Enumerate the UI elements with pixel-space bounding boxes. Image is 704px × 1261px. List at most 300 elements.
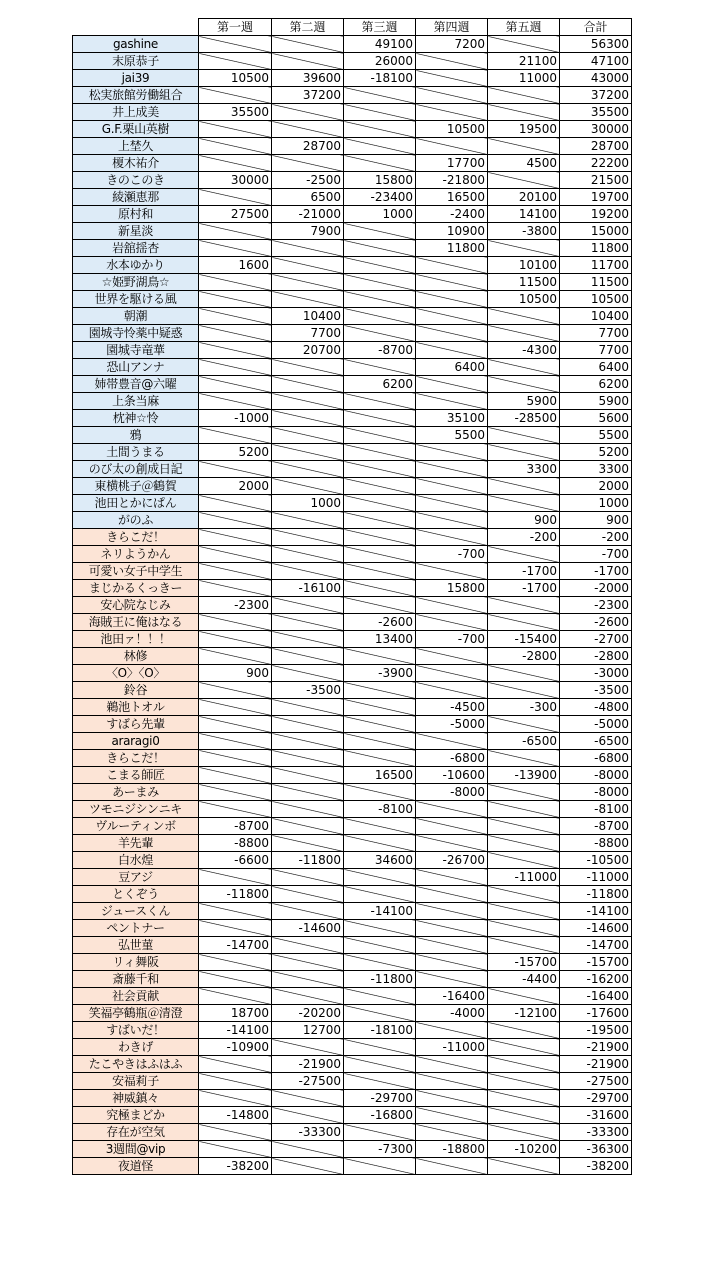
week-4-score-cell bbox=[416, 529, 488, 546]
week-1-score-cell bbox=[199, 903, 272, 920]
player-name-cell: 枕神☆怜 bbox=[73, 410, 199, 427]
week-5-score-cell: 900 bbox=[488, 512, 560, 529]
week-5-score-cell: -11000 bbox=[488, 869, 560, 886]
week-2-score-cell bbox=[272, 767, 344, 784]
total-score-cell: 6400 bbox=[560, 359, 632, 376]
total-score-cell: -700 bbox=[560, 546, 632, 563]
week-1-score-cell bbox=[199, 155, 272, 172]
week-5-score-cell bbox=[488, 886, 560, 903]
week-4-score-cell bbox=[416, 53, 488, 70]
week-2-score-cell bbox=[272, 954, 344, 971]
table-row bbox=[73, 121, 632, 138]
player-name-cell: すばら先輩 bbox=[73, 716, 199, 733]
week-4-score-cell: -26700 bbox=[416, 852, 488, 869]
week-1-score-cell bbox=[199, 308, 272, 325]
week-3-score-cell bbox=[344, 240, 416, 257]
table-row bbox=[73, 36, 632, 53]
week-3-score-cell bbox=[344, 274, 416, 291]
player-name-cell: 神威鎮々 bbox=[73, 1090, 199, 1107]
table-row bbox=[73, 665, 632, 682]
week-2-score-cell: 1000 bbox=[272, 495, 344, 512]
week-3-score-cell: 13400 bbox=[344, 631, 416, 648]
player-name-cell: jai39 bbox=[73, 70, 199, 87]
player-name-cell: ☆姫野湖鳥☆ bbox=[73, 274, 199, 291]
week-1-score-cell bbox=[199, 529, 272, 546]
week-3-score-cell bbox=[344, 1073, 416, 1090]
week-1-score-cell bbox=[199, 988, 272, 1005]
table-row bbox=[73, 291, 632, 308]
table-row bbox=[73, 512, 632, 529]
week-2-score-cell bbox=[272, 376, 344, 393]
week-5-score-cell: 19500 bbox=[488, 121, 560, 138]
week-2-score-cell bbox=[272, 563, 344, 580]
week-2-score-cell bbox=[272, 801, 344, 818]
week-2-score-cell bbox=[272, 155, 344, 172]
table-row bbox=[73, 70, 632, 87]
week-2-score-cell: -11800 bbox=[272, 852, 344, 869]
week-4-score-cell: 7200 bbox=[416, 36, 488, 53]
week-5-score-cell: -15700 bbox=[488, 954, 560, 971]
total-score-cell: 6200 bbox=[560, 376, 632, 393]
total-score-cell: -16200 bbox=[560, 971, 632, 988]
week-2-score-cell: -21000 bbox=[272, 206, 344, 223]
table-row bbox=[73, 325, 632, 342]
week-2-score-cell bbox=[272, 121, 344, 138]
week-3-score-cell: -2600 bbox=[344, 614, 416, 631]
week-4-score-cell: -8000 bbox=[416, 784, 488, 801]
week-5-score-cell bbox=[488, 1022, 560, 1039]
player-name-cell: 安心院なじみ bbox=[73, 597, 199, 614]
table-row bbox=[73, 784, 632, 801]
total-score-cell: -38200 bbox=[560, 1158, 632, 1175]
ranking-table bbox=[72, 18, 632, 1175]
week-3-score-cell bbox=[344, 121, 416, 138]
week-3-score-cell bbox=[344, 886, 416, 903]
player-name-cell: 3週間@vip bbox=[73, 1141, 199, 1158]
week-4-score-cell: -18800 bbox=[416, 1141, 488, 1158]
total-score-cell: 10500 bbox=[560, 291, 632, 308]
week-3-score-cell bbox=[344, 427, 416, 444]
week-1-score-cell bbox=[199, 223, 272, 240]
week-1-score-cell: 2000 bbox=[199, 478, 272, 495]
week-2-score-cell: 37200 bbox=[272, 87, 344, 104]
week-3-score-cell: -18100 bbox=[344, 70, 416, 87]
table-row bbox=[73, 478, 632, 495]
week-4-score-cell: 10900 bbox=[416, 223, 488, 240]
total-score-cell: -4800 bbox=[560, 699, 632, 716]
week-5-score-cell bbox=[488, 376, 560, 393]
week-2-score-cell bbox=[272, 393, 344, 410]
week-2-score-cell: -14600 bbox=[272, 920, 344, 937]
total-score-cell: 5600 bbox=[560, 410, 632, 427]
week-5-score-cell: 5900 bbox=[488, 393, 560, 410]
week-4-score-cell: 11800 bbox=[416, 240, 488, 257]
week-2-score-cell: 39600 bbox=[272, 70, 344, 87]
player-name-cell: 姉帯豊音@六曜 bbox=[73, 376, 199, 393]
week-1-score-cell bbox=[199, 1124, 272, 1141]
week-1-score-cell: -1000 bbox=[199, 410, 272, 427]
total-score-cell: 5500 bbox=[560, 427, 632, 444]
player-name-cell: araragi0 bbox=[73, 733, 199, 750]
week-3-score-cell bbox=[344, 682, 416, 699]
week-2-score-cell bbox=[272, 988, 344, 1005]
week-1-score-cell bbox=[199, 733, 272, 750]
total-score-cell: -2600 bbox=[560, 614, 632, 631]
week-2-score-cell bbox=[272, 1107, 344, 1124]
week-1-score-cell: -8700 bbox=[199, 818, 272, 835]
week-1-score-cell bbox=[199, 376, 272, 393]
week-2-score-cell bbox=[272, 291, 344, 308]
week-2-score-cell bbox=[272, 36, 344, 53]
week-2-score-cell bbox=[272, 274, 344, 291]
table-row bbox=[73, 546, 632, 563]
week-1-score-cell bbox=[199, 512, 272, 529]
week-1-score-cell bbox=[199, 461, 272, 478]
week-1-score-cell bbox=[199, 138, 272, 155]
week-1-score-cell: -2300 bbox=[199, 597, 272, 614]
week-5-score-cell bbox=[488, 903, 560, 920]
table-row bbox=[73, 138, 632, 155]
total-score-cell: 15000 bbox=[560, 223, 632, 240]
table-row bbox=[73, 971, 632, 988]
total-score-cell: 11800 bbox=[560, 240, 632, 257]
player-name-cell: 新星淡 bbox=[73, 223, 199, 240]
week-3-score-cell bbox=[344, 784, 416, 801]
week-4-score-cell bbox=[416, 903, 488, 920]
total-score-cell: -3500 bbox=[560, 682, 632, 699]
table-row bbox=[73, 1039, 632, 1056]
week-2-score-cell bbox=[272, 257, 344, 274]
table-row bbox=[73, 1056, 632, 1073]
player-name-cell: たこやきはふはふ bbox=[73, 1056, 199, 1073]
week-4-score-cell bbox=[416, 954, 488, 971]
week-2-score-cell bbox=[272, 427, 344, 444]
total-score-cell: -29700 bbox=[560, 1090, 632, 1107]
week-4-score-cell bbox=[416, 512, 488, 529]
player-name-cell: きらこだ！ bbox=[73, 750, 199, 767]
total-score-cell: 47100 bbox=[560, 53, 632, 70]
week-5-score-cell bbox=[488, 138, 560, 155]
total-score-cell: 900 bbox=[560, 512, 632, 529]
week-5-score-cell bbox=[488, 444, 560, 461]
player-name-cell: 園城寺怜薬中疑惑 bbox=[73, 325, 199, 342]
week-5-score-cell: -4400 bbox=[488, 971, 560, 988]
week-1-score-cell bbox=[199, 291, 272, 308]
total-score-cell: -3000 bbox=[560, 665, 632, 682]
week-5-score-cell bbox=[488, 750, 560, 767]
week-2-score-cell bbox=[272, 869, 344, 886]
week-5-score-cell: -2800 bbox=[488, 648, 560, 665]
week-3-score-cell bbox=[344, 410, 416, 427]
total-score-cell: 5900 bbox=[560, 393, 632, 410]
week-4-score-cell: 6400 bbox=[416, 359, 488, 376]
week-3-score-cell bbox=[344, 563, 416, 580]
week-4-score-cell: -16400 bbox=[416, 988, 488, 1005]
table-row bbox=[73, 1073, 632, 1090]
week-4-score-cell bbox=[416, 274, 488, 291]
week-1-score-cell: 30000 bbox=[199, 172, 272, 189]
player-name-cell: 羊先輩 bbox=[73, 835, 199, 852]
week-1-score-cell bbox=[199, 36, 272, 53]
week-2-score-cell: -21900 bbox=[272, 1056, 344, 1073]
week-1-score-cell bbox=[199, 121, 272, 138]
week-4-score-cell bbox=[416, 1090, 488, 1107]
week-4-score-cell: 5500 bbox=[416, 427, 488, 444]
week-1-score-cell bbox=[199, 274, 272, 291]
week-3-score-cell bbox=[344, 733, 416, 750]
player-name-cell: わきげ bbox=[73, 1039, 199, 1056]
total-score-cell: 43000 bbox=[560, 70, 632, 87]
week-2-score-cell: -33300 bbox=[272, 1124, 344, 1141]
week-5-score-cell bbox=[488, 1039, 560, 1056]
player-name-cell: 土間うまる bbox=[73, 444, 199, 461]
player-name-cell: 究極まどか bbox=[73, 1107, 199, 1124]
week-4-score-cell bbox=[416, 87, 488, 104]
table-row bbox=[73, 342, 632, 359]
week-3-score-cell bbox=[344, 87, 416, 104]
total-score-cell: -2300 bbox=[560, 597, 632, 614]
week-1-score-cell: -11800 bbox=[199, 886, 272, 903]
player-name-cell: ペントナー bbox=[73, 920, 199, 937]
total-score-cell: -11000 bbox=[560, 869, 632, 886]
week-2-score-cell bbox=[272, 903, 344, 920]
table-row bbox=[73, 410, 632, 427]
week-2-score-cell bbox=[272, 1090, 344, 1107]
week-3-score-cell bbox=[344, 291, 416, 308]
week-1-score-cell bbox=[199, 682, 272, 699]
table-row bbox=[73, 529, 632, 546]
table-row bbox=[73, 801, 632, 818]
total-score-cell: 7700 bbox=[560, 325, 632, 342]
week-2-score-cell bbox=[272, 410, 344, 427]
total-score-cell: 28700 bbox=[560, 138, 632, 155]
header-week-5: 第五週 bbox=[488, 19, 560, 36]
week-3-score-cell bbox=[344, 478, 416, 495]
week-2-score-cell bbox=[272, 444, 344, 461]
week-3-score-cell bbox=[344, 1005, 416, 1022]
week-3-score-cell bbox=[344, 937, 416, 954]
total-score-cell: -27500 bbox=[560, 1073, 632, 1090]
week-4-score-cell bbox=[416, 308, 488, 325]
player-name-cell: 海賊王に俺はなる bbox=[73, 614, 199, 631]
week-1-score-cell bbox=[199, 1056, 272, 1073]
week-3-score-cell bbox=[344, 257, 416, 274]
table-row bbox=[73, 189, 632, 206]
player-name-cell: 社会貢献 bbox=[73, 988, 199, 1005]
table-row bbox=[73, 733, 632, 750]
week-4-score-cell bbox=[416, 393, 488, 410]
table-row bbox=[73, 631, 632, 648]
week-5-score-cell bbox=[488, 1158, 560, 1175]
week-5-score-cell bbox=[488, 597, 560, 614]
table-row bbox=[73, 852, 632, 869]
week-2-score-cell bbox=[272, 937, 344, 954]
week-5-score-cell bbox=[488, 614, 560, 631]
total-score-cell: -8100 bbox=[560, 801, 632, 818]
week-4-score-cell: 35100 bbox=[416, 410, 488, 427]
week-5-score-cell bbox=[488, 716, 560, 733]
week-1-score-cell: 35500 bbox=[199, 104, 272, 121]
total-score-cell: -8000 bbox=[560, 784, 632, 801]
week-1-score-cell bbox=[199, 971, 272, 988]
week-3-score-cell: -16800 bbox=[344, 1107, 416, 1124]
table-row bbox=[73, 767, 632, 784]
week-5-score-cell: -300 bbox=[488, 699, 560, 716]
header-row bbox=[73, 19, 632, 36]
week-5-score-cell bbox=[488, 240, 560, 257]
week-3-score-cell bbox=[344, 461, 416, 478]
week-1-score-cell bbox=[199, 631, 272, 648]
week-4-score-cell bbox=[416, 818, 488, 835]
table-row bbox=[73, 954, 632, 971]
week-3-score-cell bbox=[344, 835, 416, 852]
week-3-score-cell bbox=[344, 648, 416, 665]
week-2-score-cell bbox=[272, 665, 344, 682]
player-name-cell: 上条当麻 bbox=[73, 393, 199, 410]
week-4-score-cell: -5000 bbox=[416, 716, 488, 733]
total-score-cell: 21500 bbox=[560, 172, 632, 189]
week-5-score-cell: 4500 bbox=[488, 155, 560, 172]
table-row bbox=[73, 682, 632, 699]
week-3-score-cell bbox=[344, 512, 416, 529]
week-4-score-cell bbox=[416, 648, 488, 665]
total-score-cell: -15700 bbox=[560, 954, 632, 971]
total-score-cell: 22200 bbox=[560, 155, 632, 172]
week-5-score-cell: -1700 bbox=[488, 563, 560, 580]
week-3-score-cell bbox=[344, 359, 416, 376]
week-5-score-cell: 21100 bbox=[488, 53, 560, 70]
week-5-score-cell: 10100 bbox=[488, 257, 560, 274]
table-row bbox=[73, 53, 632, 70]
player-name-cell: 岩舘揺杏 bbox=[73, 240, 199, 257]
week-1-score-cell: 5200 bbox=[199, 444, 272, 461]
week-1-score-cell bbox=[199, 495, 272, 512]
week-5-score-cell bbox=[488, 1073, 560, 1090]
week-4-score-cell bbox=[416, 495, 488, 512]
total-score-cell: 37200 bbox=[560, 87, 632, 104]
week-4-score-cell bbox=[416, 682, 488, 699]
week-5-score-cell: 11500 bbox=[488, 274, 560, 291]
week-4-score-cell bbox=[416, 104, 488, 121]
week-3-score-cell bbox=[344, 580, 416, 597]
week-4-score-cell bbox=[416, 971, 488, 988]
player-name-cell: 朝潮 bbox=[73, 308, 199, 325]
week-2-score-cell bbox=[272, 104, 344, 121]
total-score-cell: 7700 bbox=[560, 342, 632, 359]
week-4-score-cell bbox=[416, 291, 488, 308]
week-4-score-cell bbox=[416, 1158, 488, 1175]
week-5-score-cell bbox=[488, 1056, 560, 1073]
week-3-score-cell bbox=[344, 750, 416, 767]
week-3-score-cell: -3900 bbox=[344, 665, 416, 682]
week-2-score-cell bbox=[272, 835, 344, 852]
week-2-score-cell bbox=[272, 240, 344, 257]
table-row bbox=[73, 1124, 632, 1141]
header-week-3: 第三週 bbox=[344, 19, 416, 36]
week-5-score-cell bbox=[488, 835, 560, 852]
week-3-score-cell bbox=[344, 444, 416, 461]
week-2-score-cell bbox=[272, 359, 344, 376]
week-5-score-cell: -15400 bbox=[488, 631, 560, 648]
week-3-score-cell: -7300 bbox=[344, 1141, 416, 1158]
week-3-score-cell bbox=[344, 155, 416, 172]
week-4-score-cell bbox=[416, 563, 488, 580]
week-1-score-cell: -6600 bbox=[199, 852, 272, 869]
week-4-score-cell: 10500 bbox=[416, 121, 488, 138]
week-1-score-cell bbox=[199, 580, 272, 597]
player-name-cell: G.F.栗山英樹 bbox=[73, 121, 199, 138]
table-row bbox=[73, 308, 632, 325]
week-4-score-cell bbox=[416, 597, 488, 614]
week-5-score-cell bbox=[488, 308, 560, 325]
week-1-score-cell: -14800 bbox=[199, 1107, 272, 1124]
week-4-score-cell bbox=[416, 70, 488, 87]
total-score-cell: -17600 bbox=[560, 1005, 632, 1022]
week-4-score-cell: -700 bbox=[416, 546, 488, 563]
week-3-score-cell bbox=[344, 1039, 416, 1056]
week-5-score-cell: -10200 bbox=[488, 1141, 560, 1158]
week-5-score-cell bbox=[488, 104, 560, 121]
week-4-score-cell: -2400 bbox=[416, 206, 488, 223]
week-2-score-cell bbox=[272, 461, 344, 478]
week-3-score-cell bbox=[344, 546, 416, 563]
week-2-score-cell: -2500 bbox=[272, 172, 344, 189]
week-4-score-cell: -21800 bbox=[416, 172, 488, 189]
total-score-cell: -14700 bbox=[560, 937, 632, 954]
total-score-cell: -14600 bbox=[560, 920, 632, 937]
week-2-score-cell bbox=[272, 818, 344, 835]
week-3-score-cell: -8100 bbox=[344, 801, 416, 818]
total-score-cell: -2800 bbox=[560, 648, 632, 665]
week-4-score-cell bbox=[416, 1124, 488, 1141]
week-1-score-cell bbox=[199, 1141, 272, 1158]
player-name-cell: 〈O〉〈O〉 bbox=[73, 665, 199, 682]
week-3-score-cell bbox=[344, 1158, 416, 1175]
header-week-4: 第四週 bbox=[416, 19, 488, 36]
week-2-score-cell bbox=[272, 886, 344, 903]
player-name-cell: 綾瀬恵那 bbox=[73, 189, 199, 206]
table-row bbox=[73, 716, 632, 733]
week-1-score-cell bbox=[199, 563, 272, 580]
header-week-1: 第一週 bbox=[199, 19, 272, 36]
week-2-score-cell: 20700 bbox=[272, 342, 344, 359]
week-5-score-cell: -12100 bbox=[488, 1005, 560, 1022]
week-5-score-cell bbox=[488, 920, 560, 937]
player-name-cell: あーまみ bbox=[73, 784, 199, 801]
total-score-cell: -11800 bbox=[560, 886, 632, 903]
week-3-score-cell: 6200 bbox=[344, 376, 416, 393]
total-score-cell: -33300 bbox=[560, 1124, 632, 1141]
week-3-score-cell: 1000 bbox=[344, 206, 416, 223]
week-3-score-cell bbox=[344, 699, 416, 716]
week-2-score-cell bbox=[272, 733, 344, 750]
table-row bbox=[73, 1005, 632, 1022]
player-name-cell: 園城寺竜華 bbox=[73, 342, 199, 359]
player-name-cell: 東横桃子＠鶴賀 bbox=[73, 478, 199, 495]
week-5-score-cell: -28500 bbox=[488, 410, 560, 427]
week-5-score-cell bbox=[488, 1124, 560, 1141]
header-week-2: 第二週 bbox=[272, 19, 344, 36]
player-name-cell: ジュースくん bbox=[73, 903, 199, 920]
week-2-score-cell bbox=[272, 512, 344, 529]
player-name-cell: 白水煌 bbox=[73, 852, 199, 869]
week-1-score-cell bbox=[199, 784, 272, 801]
week-3-score-cell: 34600 bbox=[344, 852, 416, 869]
week-3-score-cell: 15800 bbox=[344, 172, 416, 189]
player-name-cell: きらこだ！ bbox=[73, 529, 199, 546]
player-name-cell: こまる師匠 bbox=[73, 767, 199, 784]
table-row bbox=[73, 240, 632, 257]
